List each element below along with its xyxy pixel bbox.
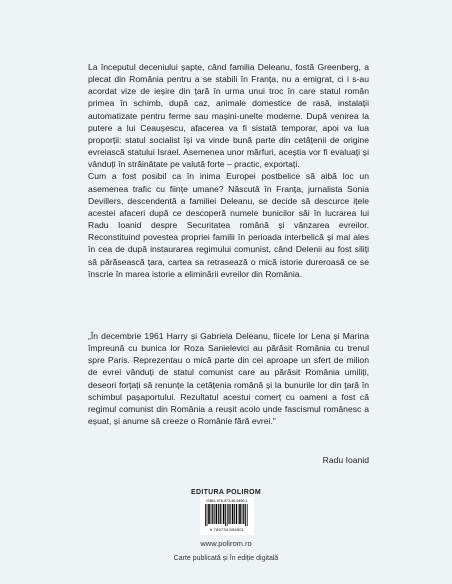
publisher-name: EDITURA POLIROM <box>191 489 261 496</box>
blurb <box>88 61 369 280</box>
blurb-paragraph-1: La începutul deceniului șapte, când familia Deleanu, fostă Greenberg, a plecat din România pentru a se stabili în Franța, nu a emigrat, ci i s-au acordat vize de ieșire din țară în urma unui troc în care statul român primea în schimb, după caz, animale domestice de rasă, instalații automatizate pentru ferme sau mașini-unelte moderne. După venirea la putere a lui Ceaușescu, afacerea va fi sistată temporar, apoi va lua proporții: statul socialist își va vinde bună parte din cetățenii de origine evreiască statului Israel. Asemenea unor mărfuri, aceștia vor fi evaluați și vânduți în străinătate pe valută forte – practic, exportați. <box>88 62 369 170</box>
barcode <box>200 497 254 535</box>
review-quote: „În decembrie 1961 Harry și Gabriela Deleanu, fiicele lor Lena și Marina împreună cu bunica lor Roza Sanielevici au părăsit România cu trenul spre Paris. Reprezentau o mică parte din cei aproape un sfert de milion de evrei vânduți de statul comunist care au părăsit România umiliți, deseori forțați să renunțe la cetățenia română și la bunurile lor din țară în schimbul pașaportului. Rezultatul acestui comerț cu oameni a fost că regimul comunist din România a reușit acolo unde fascismul românesc a eșuat, și anume să creeze o Românie fără evrei.” <box>88 331 369 427</box>
digital-edition-note: Carte publicată și în ediție digitală <box>173 555 279 562</box>
barcode-bars <box>205 504 249 526</box>
isbn-text: ISBN: 978-973-46-9450-1 <box>206 499 248 503</box>
barcode-number: 9 789734 694501 <box>209 527 245 532</box>
quote-attribution: Radu Ioanid <box>322 455 369 465</box>
blurb-paragraph-2: Cum a fost posibil ca în inima Europei postbelice să aibă loc un asemenea trafic cu ființe umane? Născută în Franța, jurnalista Sonia Devillers, descendentă a familiei Deleanu, se decide să descurce ițele acestei afaceri după ce descoperă numele bunicilor săi în lucrarea lui Radu Ioanid despre Securitatea română și vânzarea evreilor. Reconstituind povestea propriei familii în perioada interbelică și mai ales în cea de după instaurarea regimului comunist, când Delenii au fost siliți să părăsească țara, cartea sa retrasează o mică istorie dureroasă ce se înscrie în marea istorie a eliminării evreilor din România. <box>88 171 369 279</box>
website-url: www.polirom.ro <box>200 539 252 548</box>
